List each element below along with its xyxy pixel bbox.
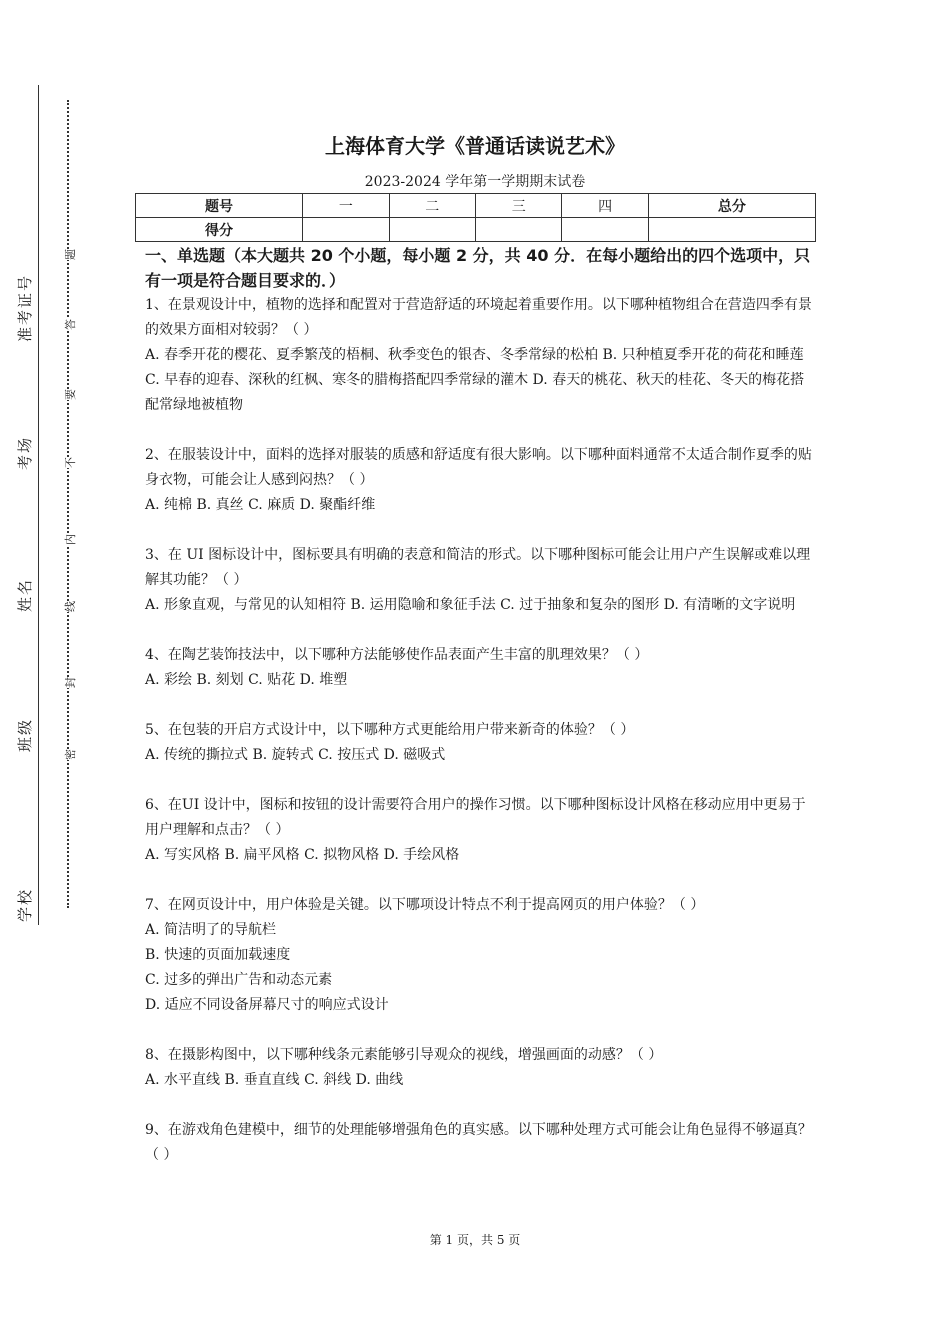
question-list [145, 293, 813, 1193]
question-item [145, 793, 813, 868]
question-item [145, 1118, 813, 1168]
question-item [145, 893, 813, 1018]
exam-subtitle: 2023-2024 学年第一学期期末试卷 [364, 174, 586, 190]
question-stem: 4、在陶艺装饰技法中，以下哪种方法能够使作品表面产生丰富的肌理效果？（ ） [145, 647, 649, 663]
score-col: 二 [389, 194, 475, 218]
score-col-total: 总分 [648, 194, 815, 218]
seal-char: 内 [60, 534, 80, 545]
score-cell [562, 218, 648, 242]
seal-char: 不 [60, 457, 80, 468]
question-options: D. 适应不同设备屏幕尺寸的响应式设计 [145, 997, 389, 1013]
score-col-label: 题号 [136, 194, 303, 218]
question-options: A. 写实风格 B. 扁平风格 C. 拟物风格 D. 手绘风格 [145, 847, 460, 863]
question-options: B. 快速的页面加载速度 [145, 947, 291, 963]
question-options: A. 简洁明了的导航栏 [145, 922, 277, 938]
score-col: 四 [562, 194, 648, 218]
question-options: C. 过多的弹出广告和动态元素 [145, 972, 333, 988]
seal-char: 封 [60, 677, 80, 688]
score-cell [389, 218, 475, 242]
class-field-label: 班级 [16, 717, 34, 752]
exam-room-field-label: 考场 [16, 435, 34, 470]
question-stem: 9、在游戏角色建模中，细节的处理能够增强角色的真实感。以下哪种处理方式可能会让角色显得不够逼真？（ ） [145, 1122, 812, 1163]
exam-title: 上海体育大学《普通话读说艺术》 [325, 134, 625, 158]
school-field-label: 学校 [16, 887, 34, 922]
binding-solid-line [38, 85, 39, 925]
score-col: 三 [475, 194, 561, 218]
question-options: A. 水平直线 B. 垂直直线 C. 斜线 D. 曲线 [145, 1072, 404, 1088]
score-cell [303, 218, 389, 242]
seal-dotted-line [67, 100, 69, 908]
question-stem: 7、在网页设计中，用户体验是关键。以下哪项设计特点不利于提高网页的用户体验？（ ） [145, 897, 705, 913]
question-item [145, 543, 813, 618]
score-cell [475, 218, 561, 242]
question-options: A. 彩绘 B. 刻划 C. 贴花 D. 堆塑 [145, 672, 348, 688]
score-table-header-row [136, 194, 816, 218]
question-options: A. 春季开花的樱花、夏季繁茂的梧桐、秋季变色的银杏、冬季常绿的松柏 B. 只种植夏季开花的荷花和睡莲 C. 早春的迎春、深秋的红枫、寒冬的腊梅搭配四季常绿的灌木 D. 春天的桃花、秋天的桂花、冬天的梅花搭配常绿地被植物 [145, 347, 805, 413]
question-item [145, 293, 813, 418]
seal-char: 要 [60, 389, 80, 400]
question-options: A. 纯棉 B. 真丝 C. 麻质 D. 聚酯纤维 [145, 497, 376, 513]
question-item [145, 1043, 813, 1093]
seal-char: 题 [60, 249, 80, 260]
score-table [135, 193, 816, 242]
question-item [145, 718, 813, 768]
question-options: A. 形象直观，与常见的认知相符 B. 运用隐喻和象征手法 C. 过于抽象和复杂的图形 D. 有清晰的文字说明 [145, 597, 796, 613]
question-stem: 2、在服装设计中，面料的选择对服装的质感和舒适度有很大影响。以下哪种面料通常不太适合制作夏季的贴身衣物，可能会让人感到闷热？（ ） [145, 447, 812, 488]
question-stem: 3、在 UI 图标设计中，图标要具有明确的表意和简洁的形式。以下哪种图标可能会让用户产生误解或难以理解其功能？（ ） [145, 547, 811, 588]
score-table-score-row [136, 218, 816, 242]
question-stem: 1、在景观设计中，植物的选择和配置对于营造舒适的环境起着重要作用。以下哪种植物组合在营造四季有景的效果方面相对较弱？（ ） [145, 297, 812, 338]
question-stem: 8、在摄影构图中，以下哪种线条元素能够引导观众的视线，增强画面的动感？（ ） [145, 1047, 663, 1063]
seal-char: 密 [60, 749, 80, 760]
seal-char: 线 [60, 601, 80, 612]
score-row-label: 得分 [136, 218, 303, 242]
score-cell [648, 218, 815, 242]
binding-strip [0, 0, 110, 1344]
question-stem: 5、在包装的开启方式设计中，以下哪种方式更能给用户带来新奇的体验？（ ） [145, 722, 635, 738]
question-item [145, 643, 813, 693]
question-item [145, 443, 813, 518]
question-stem: 6、在UI 设计中，图标和按钮的设计需要符合用户的操作习惯。以下哪种图标设计风格在移动应用中更易于用户理解和点击？（ ） [145, 797, 806, 838]
exam-number-field-label: 准考证号 [16, 273, 34, 342]
question-options: A. 传统的撕拉式 B. 旋转式 C. 按压式 D. 磁吸式 [145, 747, 446, 763]
page-footer: 第 1 页，共 5 页 [429, 1233, 521, 1247]
section-heading: 一、单选题（本大题共 20 个小题，每小题 2 分，共 40 分．在每小题给出的四个选项中，只有一项是符合题目要求的．） [145, 246, 811, 290]
score-col: 一 [303, 194, 389, 218]
seal-char: 答 [60, 319, 80, 330]
name-field-label: 姓名 [16, 577, 34, 612]
